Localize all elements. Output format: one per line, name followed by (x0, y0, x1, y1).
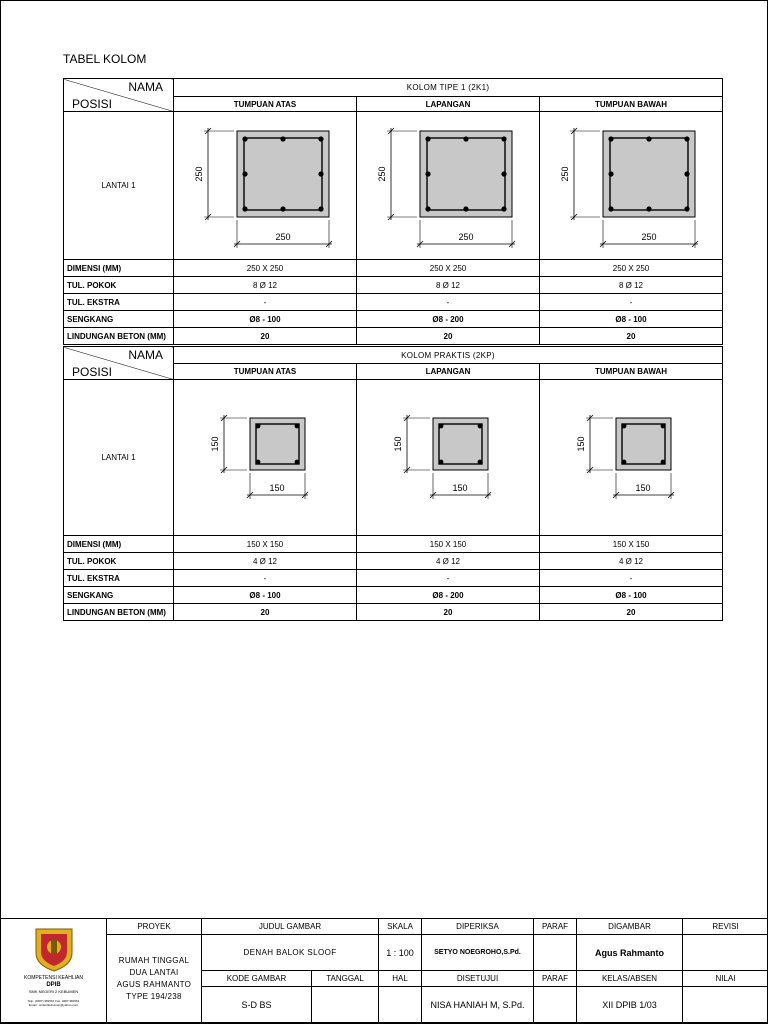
table-row (64, 328, 723, 345)
disetujui-label: DISETUJUI (422, 971, 534, 987)
row-value: 150 X 150 (174, 536, 357, 553)
section-drawing-lapangan (357, 112, 540, 260)
judul-value: DENAH BALOK SLOOF (202, 935, 379, 971)
nama-posisi-header (64, 347, 174, 380)
dim-horizontal: 250 (275, 232, 291, 242)
row-value: - (540, 294, 723, 311)
table-row (64, 311, 723, 328)
tanggal-label: TANGGAL (312, 971, 379, 987)
nilai-label: NILAI (683, 971, 768, 987)
row-value: 250 X 250 (357, 260, 540, 277)
row-value: 250 X 250 (174, 260, 357, 277)
row-value: 150 X 150 (357, 536, 540, 553)
proyek-label: PROYEK (107, 919, 202, 935)
row-label: SENGKANG (64, 587, 174, 604)
proyek-line: DUA LANTAI (129, 967, 179, 977)
column-type-title: KOLOM TIPE 1 (2K1) (174, 79, 723, 97)
revisi-label: REVISI (683, 919, 768, 935)
row-value: 20 (357, 604, 540, 621)
row-label: LINDUNGAN BETON (MM) (64, 328, 174, 345)
hal-label: HAL (379, 971, 422, 987)
row-value: 20 (357, 328, 540, 345)
paraf-cell-2 (534, 987, 577, 1023)
row-value: 4 Ø 12 (174, 553, 357, 570)
table-row (64, 536, 723, 553)
skala-label: SKALA (379, 919, 422, 935)
proyek-value (107, 935, 202, 1023)
row-value: - (357, 294, 540, 311)
dim-horizontal: 250 (458, 232, 474, 242)
row-value: 20 (540, 328, 723, 345)
section-drawing-tumpuan-atas (174, 380, 357, 536)
row-label: DIMENSI (MM) (64, 536, 174, 553)
dim-horizontal: 150 (269, 482, 285, 493)
dim-vertical: 150 (210, 435, 220, 452)
logo-contact: Telp. (0287) 381561 Fax. 0287 381561 (27, 999, 80, 1003)
row-label: LINDUNGAN BETON (MM) (64, 604, 174, 621)
table-row (64, 587, 723, 604)
dim-vertical: 250 (560, 166, 570, 182)
column-section-150-icon (393, 413, 503, 503)
row-value: - (540, 570, 723, 587)
digambar-value: Agus Rahmanto (577, 935, 683, 971)
column-section-250-icon (190, 118, 340, 253)
section-drawing-tumpuan-bawah (540, 112, 723, 260)
row-label: TUL. POKOK (64, 553, 174, 570)
subheader-tumpuan-bawah: TUMPUAN BAWAH (540, 364, 723, 380)
row-label: TUL. POKOK (64, 277, 174, 294)
row-value: 8 Ø 12 (174, 277, 357, 294)
document-title: TABEL KOLOM (63, 52, 147, 66)
posisi-label: POSISI (72, 365, 113, 379)
column-section-150-icon (576, 413, 686, 503)
digambar-label: DIGAMBAR (577, 919, 683, 935)
row-label: TUL. EKSTRA (64, 570, 174, 587)
row-value: - (174, 570, 357, 587)
row-value: 4 Ø 12 (540, 553, 723, 570)
proyek-line: AGUS RAHMANTO (116, 979, 192, 989)
school-emblem-icon (32, 925, 76, 973)
paraf-cell (534, 935, 577, 971)
disetujui-value: NISA HANIAH M, S.Pd. (422, 987, 534, 1023)
column-section-150-icon (210, 413, 320, 503)
table-row (64, 570, 723, 587)
dim-horizontal: 250 (641, 232, 657, 242)
nama-posisi-header (64, 79, 174, 112)
position-lantai-1: LANTAI 1 (64, 380, 174, 536)
nama-label: NAMA (128, 348, 163, 362)
dim-vertical: 150 (576, 435, 586, 452)
subheader-lapangan: LAPANGAN (357, 364, 540, 380)
paraf-label: PARAF (534, 919, 577, 935)
row-label: SENGKANG (64, 311, 174, 328)
tanggal-cell (312, 987, 379, 1023)
diperiksa-value: SETYO NOEGROHO,S.Pd. (422, 935, 534, 971)
row-value: Ø8 - 200 (357, 311, 540, 328)
dim-horizontal: 150 (452, 482, 468, 493)
section-drawing-lapangan (357, 380, 540, 536)
section-drawing-tumpuan-bawah (540, 380, 723, 536)
nilai-cell (683, 987, 768, 1023)
skala-value: 1 : 100 (379, 935, 422, 971)
column-section-250-icon (373, 118, 523, 253)
dim-horizontal: 150 (635, 482, 651, 493)
position-lantai-1: LANTAI 1 (64, 112, 174, 260)
row-value: Ø8 - 100 (540, 587, 723, 604)
row-value: 20 (174, 604, 357, 621)
revisi-cell (683, 935, 768, 971)
title-block (0, 918, 768, 1023)
subheader-lapangan: LAPANGAN (357, 97, 540, 112)
subheader-tumpuan-bawah: TUMPUAN BAWAH (540, 97, 723, 112)
table-kolom-tipe-1 (63, 78, 723, 345)
row-value: Ø8 - 100 (174, 587, 357, 604)
row-value: Ø8 - 100 (540, 311, 723, 328)
section-drawing-tumpuan-atas (174, 112, 357, 260)
table-row (64, 294, 723, 311)
dim-vertical: 250 (194, 166, 204, 182)
dim-vertical: 250 (377, 166, 387, 182)
logo-caption-3: SMK NEGERI 2 KEBUMEN (28, 989, 79, 994)
row-value: 250 X 250 (540, 260, 723, 277)
posisi-label: POSISI (72, 97, 113, 111)
logo-cell (1, 919, 107, 1023)
row-value: 8 Ø 12 (540, 277, 723, 294)
table-row (64, 277, 723, 294)
diperiksa-label: DIPERIKSA (422, 919, 534, 935)
kode-value: S-D BS (202, 987, 312, 1023)
subheader-tumpuan-atas: TUMPUAN ATAS (174, 97, 357, 112)
judul-label: JUDUL GAMBAR (202, 919, 379, 935)
table-row (64, 260, 723, 277)
row-label: TUL. EKSTRA (64, 294, 174, 311)
kelas-value: XII DPIB 1/03 (577, 987, 683, 1023)
row-value: Ø8 - 100 (174, 311, 357, 328)
subheader-tumpuan-atas: TUMPUAN ATAS (174, 364, 357, 380)
kelas-label: KELAS/ABSEN (577, 971, 683, 987)
proyek-line: RUMAH TINGGAL (118, 955, 190, 965)
kode-label: KODE GAMBAR (202, 971, 312, 987)
row-value: 150 X 150 (540, 536, 723, 553)
table-kolom-praktis (63, 346, 723, 621)
table-row (64, 553, 723, 570)
row-value: Ø8 - 200 (357, 587, 540, 604)
row-value: - (357, 570, 540, 587)
row-value: 8 Ø 12 (357, 277, 540, 294)
logo-email: Email : smkn2kebumen@yahoo.com (29, 1003, 78, 1007)
paraf-label-2: PARAF (534, 971, 577, 987)
row-value: 20 (540, 604, 723, 621)
logo-caption-1: KOMPETENSI KEAHLIAN (24, 975, 83, 981)
nama-label: NAMA (128, 80, 163, 94)
table-row (64, 604, 723, 621)
row-value: 20 (174, 328, 357, 345)
dim-vertical: 150 (393, 435, 403, 452)
proyek-line: TYPE 194/238 (126, 991, 182, 1001)
column-type-title: KOLOM PRAKTIS (2KP) (174, 347, 723, 364)
row-label: DIMENSI (MM) (64, 260, 174, 277)
row-value: 4 Ø 12 (357, 553, 540, 570)
hal-cell (379, 987, 422, 1023)
column-section-250-icon (556, 118, 706, 253)
logo-caption-2: DPIB (46, 982, 61, 988)
row-value: - (174, 294, 357, 311)
